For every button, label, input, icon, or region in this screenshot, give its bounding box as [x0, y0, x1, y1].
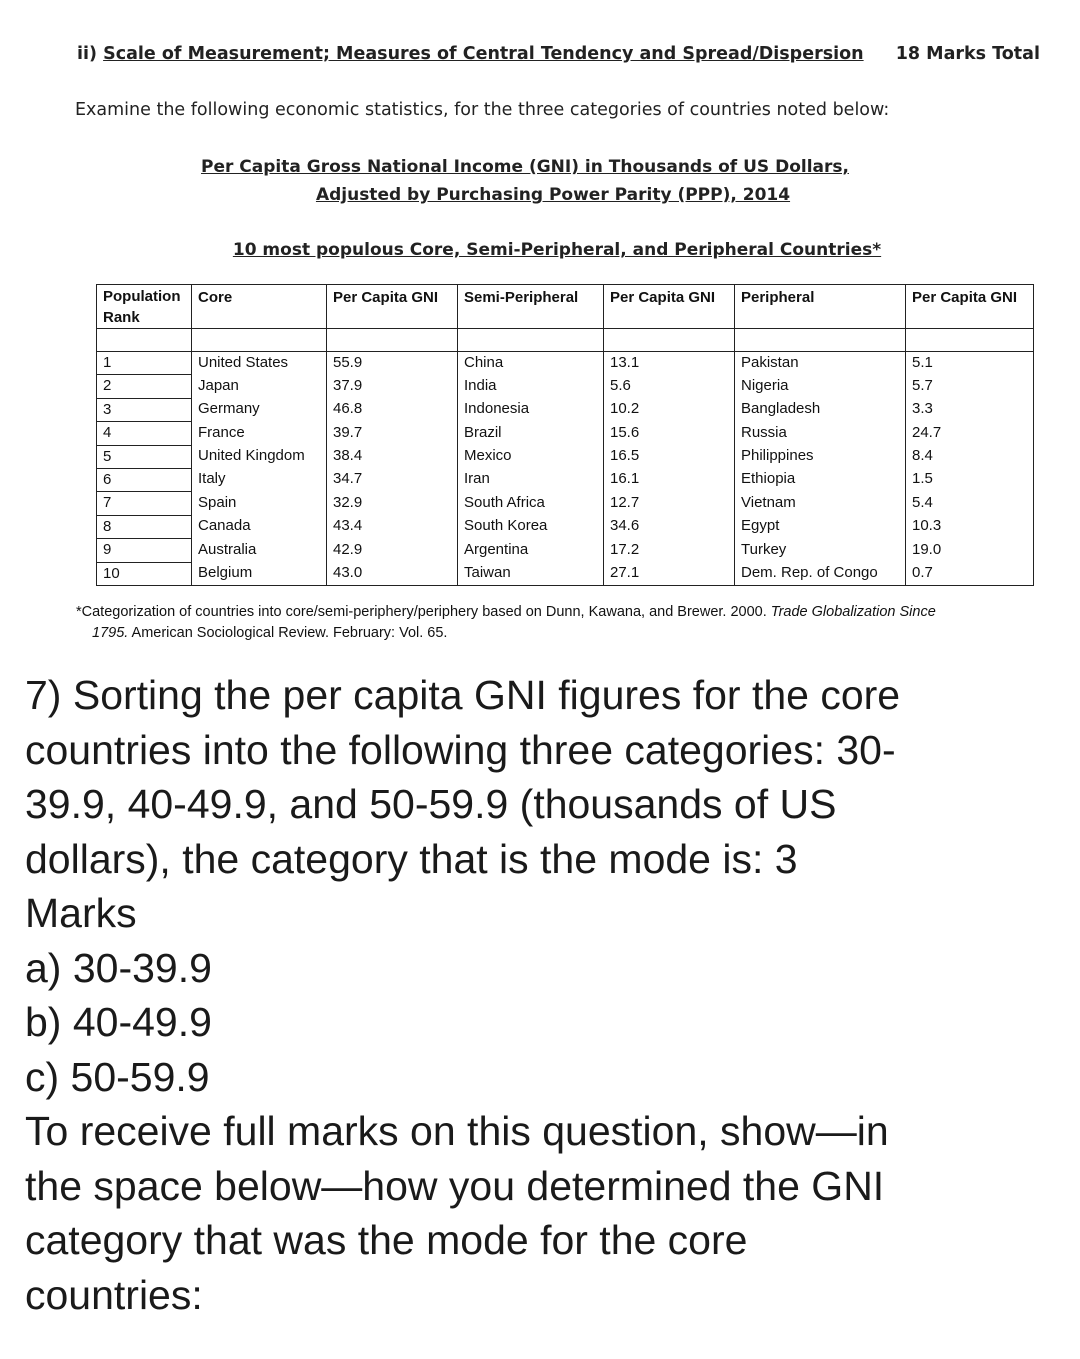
- header-core-gni: Per Capita GNI: [327, 285, 458, 329]
- cell-rank: 9: [97, 539, 192, 562]
- cell-core-country: Belgium: [192, 562, 327, 585]
- footnote-line1-prefix: *Categorization of countries into core/semi-periphery/periphery based on Dunn, Kawana, and Brewer. 2000.: [76, 604, 771, 620]
- question-line: 7) Sorting the per capita GNI figures for the core: [25, 672, 901, 718]
- cell-semi-country: Mexico: [458, 445, 604, 468]
- header-semi-gni: Per Capita GNI: [604, 285, 735, 329]
- question-line: dollars), the category that is the mode is: 3: [25, 835, 798, 882]
- cell-rank: 6: [97, 468, 192, 491]
- question-line: countries into the following three categories: 30-: [25, 726, 896, 773]
- table-row: [97, 422, 1034, 445]
- cell-peripheral-gni: 0.7: [906, 562, 1034, 585]
- option-a[interactable]: a) 30-39.9: [25, 944, 212, 991]
- cell-peripheral-gni: 5.1: [906, 352, 1034, 375]
- table-row: [97, 515, 1034, 538]
- section-number: ii): [77, 44, 97, 64]
- cell-semi-country: South Africa: [458, 492, 604, 515]
- instruction-line: category that was the mode for the core: [25, 1217, 748, 1263]
- cell-rank: 5: [97, 445, 192, 468]
- cell-core-gni: 39.7: [327, 422, 458, 445]
- section-title: Scale of Measurement; Measures of Central Tendency and Spread/Dispersion: [103, 44, 864, 64]
- marks-total: 18 Marks Total: [895, 44, 1040, 64]
- instruction-line: the space below—how you determined the GNI: [25, 1162, 885, 1209]
- header-peripheral-gni: Per Capita GNI: [906, 285, 1034, 329]
- cell-core-gni: 43.0: [327, 562, 458, 585]
- table-subtitle: 10 most populous Core, Semi-Peripheral, and Peripheral Countries*: [232, 240, 882, 260]
- header-population-rank: Population Rank: [97, 285, 192, 329]
- cell-semi-gni: 5.6: [604, 375, 735, 398]
- table-row: [97, 468, 1034, 491]
- cell-core-country: Japan: [192, 375, 327, 398]
- cell-core-country: United Kingdom: [192, 445, 327, 468]
- intro-text: Examine the following economic statistics, for the three categories of countries noted below:: [75, 100, 890, 120]
- cell-semi-country: India: [458, 375, 604, 398]
- cell-rank: 3: [97, 398, 192, 421]
- cell-semi-gni: 13.1: [604, 352, 735, 375]
- cell-core-gni: 46.8: [327, 398, 458, 421]
- footnote-line2-italic: 1795.: [92, 625, 129, 641]
- cell-core-country: Australia: [192, 539, 327, 562]
- cell-core-gni: 43.4: [327, 515, 458, 538]
- instruction-line: countries:: [25, 1271, 203, 1318]
- instruction-line: To receive full marks on this question, show—in: [25, 1108, 889, 1154]
- cell-peripheral-country: Philippines: [735, 445, 906, 468]
- cell-peripheral-gni: 24.7: [906, 422, 1034, 445]
- cell-rank: 4: [97, 422, 192, 445]
- cell-peripheral-country: Russia: [735, 422, 906, 445]
- header-peripheral: Peripheral: [735, 285, 906, 329]
- table-row: [97, 445, 1034, 468]
- cell-peripheral-gni: 3.3: [906, 398, 1034, 421]
- cell-core-country: France: [192, 422, 327, 445]
- question-line: 39.9, 40-49.9, and 50-59.9 (thousands of US: [25, 781, 837, 827]
- cell-semi-country: South Korea: [458, 515, 604, 538]
- gni-table: [96, 284, 1034, 586]
- option-b[interactable]: b) 40-49.9: [25, 999, 212, 1045]
- cell-core-gni: 42.9: [327, 539, 458, 562]
- cell-semi-gni: 27.1: [604, 562, 735, 585]
- table-row: [97, 352, 1034, 375]
- cell-rank: 1: [97, 352, 192, 375]
- table-spacer-row: [97, 329, 1034, 352]
- cell-peripheral-country: Ethiopia: [735, 468, 906, 491]
- header-core: Core: [192, 285, 327, 329]
- cell-semi-gni: 16.1: [604, 468, 735, 491]
- cell-core-gni: 55.9: [327, 352, 458, 375]
- table-header-row: [97, 285, 1034, 329]
- cell-semi-country: Iran: [458, 468, 604, 491]
- table-title-line1: Per Capita Gross National Income (GNI) in Thousands of US Dollars,: [201, 157, 849, 177]
- cell-semi-country: Brazil: [458, 422, 604, 445]
- cell-core-country: Italy: [192, 468, 327, 491]
- cell-peripheral-country: Egypt: [735, 515, 906, 538]
- footnote: [76, 602, 1036, 644]
- cell-peripheral-gni: 5.7: [906, 375, 1034, 398]
- cell-core-gni: 32.9: [327, 492, 458, 515]
- cell-peripheral-gni: 1.5: [906, 468, 1034, 491]
- cell-semi-country: China: [458, 352, 604, 375]
- footnote-line1-italic: Trade Globalization Since: [770, 604, 936, 620]
- cell-rank: 8: [97, 515, 192, 538]
- cell-peripheral-country: Vietnam: [735, 492, 906, 515]
- cell-peripheral-gni: 19.0: [906, 539, 1034, 562]
- cell-semi-country: Argentina: [458, 539, 604, 562]
- cell-semi-gni: 10.2: [604, 398, 735, 421]
- cell-semi-gni: 34.6: [604, 515, 735, 538]
- cell-semi-country: Indonesia: [458, 398, 604, 421]
- section-heading: [77, 44, 1040, 64]
- cell-core-gni: 37.9: [327, 375, 458, 398]
- cell-rank: 2: [97, 375, 192, 398]
- option-c[interactable]: c) 50-59.9: [25, 1053, 210, 1100]
- cell-core-country: Germany: [192, 398, 327, 421]
- cell-core-gni: 38.4: [327, 445, 458, 468]
- cell-peripheral-gni: 8.4: [906, 445, 1034, 468]
- cell-peripheral-country: Turkey: [735, 539, 906, 562]
- cell-semi-gni: 12.7: [604, 492, 735, 515]
- cell-rank: 10: [97, 562, 192, 585]
- table-row: [97, 398, 1034, 421]
- cell-peripheral-country: Pakistan: [735, 352, 906, 375]
- question-line: Marks: [25, 890, 137, 936]
- cell-semi-gni: 16.5: [604, 445, 735, 468]
- footnote-line2-rest: American Sociological Review. February: Vol. 65.: [128, 625, 448, 641]
- cell-semi-gni: 15.6: [604, 422, 735, 445]
- cell-semi-country: Taiwan: [458, 562, 604, 585]
- cell-core-country: Spain: [192, 492, 327, 515]
- cell-core-country: Canada: [192, 515, 327, 538]
- cell-peripheral-country: Nigeria: [735, 375, 906, 398]
- table-row: [97, 492, 1034, 515]
- cell-peripheral-gni: 10.3: [906, 515, 1034, 538]
- table-row: [97, 539, 1034, 562]
- cell-core-country: United States: [192, 352, 327, 375]
- table-title-line2: Adjusted by Purchasing Power Parity (PPP), 2014: [315, 185, 791, 205]
- header-semi-peripheral: Semi-Peripheral: [458, 285, 604, 329]
- question-block: [25, 668, 1065, 1322]
- table-row: [97, 562, 1034, 585]
- cell-peripheral-gni: 5.4: [906, 492, 1034, 515]
- table-row: [97, 375, 1034, 398]
- cell-peripheral-country: Dem. Rep. of Congo: [735, 562, 906, 585]
- cell-peripheral-country: Bangladesh: [735, 398, 906, 421]
- cell-rank: 7: [97, 492, 192, 515]
- cell-core-gni: 34.7: [327, 468, 458, 491]
- cell-semi-gni: 17.2: [604, 539, 735, 562]
